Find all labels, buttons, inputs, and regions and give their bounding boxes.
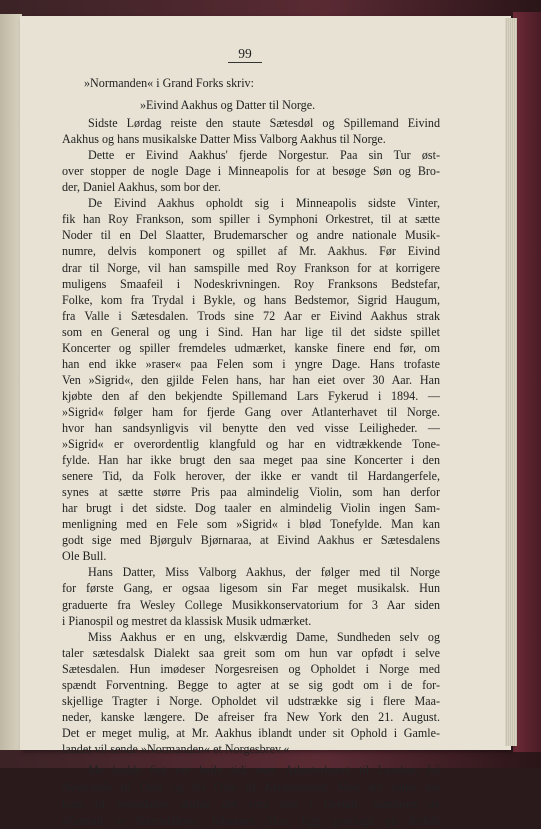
- text-line: fylde. Han har ikke brugt den saa meget paa sine Koncerter i den: [62, 453, 440, 468]
- text-line: »Sigrid« følger ham for fjerde Gang over Atlanterhavet til Norge.: [62, 404, 440, 419]
- text-line: skjellige Tragter i Norge. Opholdet vil udstrække sig i flere Maa-: [62, 693, 440, 708]
- text-line: Miss Aakhus er en ung, elskværdig Dame, Sundheden selv og: [88, 629, 440, 644]
- text-line: landet vil sende »Normanden« et Norgesbrev.«: [62, 741, 290, 756]
- text-line: Sætesdalen. Hun imødeser Norgesreisen og Opholdet i Norge med: [62, 661, 440, 676]
- text-line: Koncerter og spiller fremdeles udmærket, kanske finere end før, om: [62, 340, 440, 355]
- text-line: Me hadde fint ver heile tidi over Atlanterhavet til London, frå: [88, 762, 440, 777]
- text-line: taler sætesdalsk Dialekt saa greit som om hun var opfødt i selve: [62, 645, 440, 660]
- article-intro: »Normanden« i Grand Forks skriv:: [84, 76, 254, 90]
- text-line: senere Tid, da Folk herover, der ikke er vandt til Hardangerfele,: [62, 469, 440, 484]
- text-line: Ven »Sigrid«, den gjilde Felen hans, har han eiet over 30 Aar. Han: [62, 372, 440, 387]
- text-line: Noder til en Del Slaatter, Brudemarscher og andre nationale Musik-: [62, 228, 440, 243]
- text-line: som en General og ung i Sind. Han har lige til det sidste spillet: [62, 324, 440, 339]
- text-line: Folke, kom fra Trydal i Bykle, og hans Bedstemor, Sigrid Haugum,: [62, 292, 440, 307]
- text-line: Hans Datter, Miss Valborg Aakhus, der følger med til Norge: [88, 565, 440, 580]
- text-line: Sidste Lørdag reiste den staute Sætesdøl og Spillemand Eivind: [88, 116, 440, 131]
- text-line: graduerte fra Wesley College Musikkonservatorium for 3 Aar siden: [62, 597, 440, 612]
- text-line: numre, delvis komponert og spillet af Mr. Aakhus. Før Eivind: [62, 244, 440, 259]
- text-lines: [62, 115, 440, 829]
- text-line: Aakhus og hans musikalske Datter Miss Valborg Aakhus til Norge.: [62, 132, 386, 147]
- text-line: Ole Bull.: [62, 549, 107, 564]
- text-line: har brugt i det sidste. Dog taaler en almindelig Violin ingen Sam-: [62, 501, 440, 516]
- text-line: synes at sætte større Pris paa almindelig Violin, som han derfor: [62, 485, 440, 500]
- text-line: hvor han sandsynligvis vil benytte den ved visse Leiligheder. —: [62, 420, 440, 435]
- text-line: muligens Smaafeil i Nodeskrivningen. Roy Franksons Bedstefar,: [62, 276, 440, 291]
- text-line: De Eivind Aakhus opholdt sig i Minneapolis sidste Vinter,: [88, 196, 440, 211]
- text-line: spændt Forventning. Begge to agter at se sig godt om i de for-: [62, 677, 440, 692]
- text-line: Newcastle til Oslo og frå Oslo til Kristiansand. Med det same me: [62, 780, 440, 795]
- page-stack-edge: [505, 18, 517, 746]
- text-line: Det er meget mulig, at Mr. Aakhus iblandt under sit Ophold i Gamle-: [62, 725, 440, 740]
- text-line: »Sigrid« er overordentlig klangfuld og har en vidtrækkende Tone-: [62, 437, 440, 452]
- text-line: menligning med en Fele som »Sigrid« i blød Tonefylde. Man kan: [62, 517, 440, 532]
- text-line: der, Daniel Aakhus, som bor der.: [62, 180, 221, 195]
- article-title: »Eivind Aakhus og Datter til Norge.: [140, 98, 316, 113]
- text-line: kom til Setesdalen skulde det vera fest i Grendi. Samlaren av: [62, 797, 440, 812]
- text-line: kjøbte den af den bekjendte Spillemand Lars Fykerud i 1894. —: [62, 388, 440, 403]
- text-line: drar til Norge, vil han samspille med Roy Frankson for at korrigere: [62, 260, 440, 275]
- text-line: fik han Roy Frankson, som spiller i Symphoni Orkestret, til at sætte: [62, 212, 440, 227]
- text-line: neder, kanske længere. De afreiser fra New York den 21. August.: [62, 709, 440, 724]
- text-line: godt sige med Bjørgulv Bjørnaraa, at Eivind Aakhus er Sætesdalens: [62, 533, 440, 548]
- text-line: over stopper de nogle Dage i Minneapolis for at besøge Søn og Bro-: [62, 164, 440, 179]
- book-spine-edge: [513, 12, 541, 752]
- text-line: for første Gang, er ogsaa ligesom sin Far meget musikalsk. Hun: [62, 581, 440, 596]
- body-text: [62, 72, 440, 829]
- page-number: 99: [228, 46, 262, 63]
- text-line: »Gamalt or Sætesdalen«, Johannes Skar, ligg gravlagd på Årdals: [62, 814, 440, 829]
- text-line: fra Valle i Sætesdalen. Trods sine 72 Aar er Eivind Aakhus strak: [62, 308, 440, 323]
- text-line: Dette er Eivind Aakhus' fjerde Norgestur. Paa sin Tur øst-: [88, 148, 440, 163]
- text-line: i Pianospil og mestret da klassisk Musik udmærket.: [62, 613, 312, 628]
- previous-page-edge: [0, 14, 22, 750]
- text-line: han end ikke »raser« paa Felen som i yngre Dage. Hans trofaste: [62, 356, 440, 371]
